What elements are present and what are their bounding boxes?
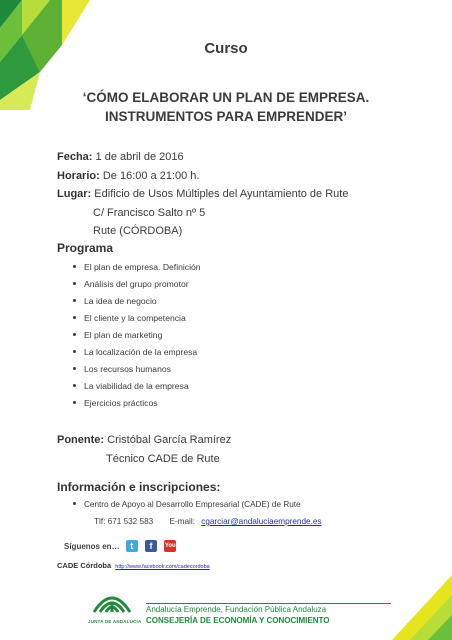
bullet-icon — [73, 316, 76, 319]
junta-emblem-icon — [92, 590, 132, 614]
horario-value: De 16:00 a 21:00 h. — [102, 170, 200, 182]
cade-label: CADE Córdoba — [57, 561, 112, 570]
lugar-line3: Rute (CÓRDOBA) — [93, 225, 183, 237]
bullet-icon — [73, 401, 76, 404]
programa-item: El plan de marketing — [73, 330, 162, 340]
bullet-icon — [73, 502, 76, 505]
programa-item: El cliente y la competencia — [73, 313, 186, 323]
programa-item: La localización de la empresa — [73, 347, 197, 357]
course-title-line2: INSTRUMENTOS PARA EMPRENDER’ — [104, 109, 348, 124]
facebook-link[interactable]: http://www.facebook.com/cadecordoba — [115, 564, 210, 570]
info-contact — [94, 517, 322, 526]
facebook-icon[interactable]: f — [145, 540, 157, 552]
bullet-icon — [73, 367, 76, 370]
programa-item: Análisis del grupo promotor — [73, 279, 189, 289]
bullet-icon — [73, 265, 76, 268]
programa-item: El plan de empresa. Definición — [73, 262, 201, 272]
fecha-row — [57, 151, 184, 163]
junta-logo — [88, 590, 142, 624]
programa-heading: Programa — [57, 241, 114, 255]
course-title — [0, 88, 452, 126]
info-phone: Tlf: 671 532 583 — [94, 517, 154, 526]
programa-item: Ejercicios prácticos — [73, 398, 158, 408]
bullet-icon — [73, 282, 76, 285]
bullet-icon — [73, 384, 76, 387]
footer-divider — [146, 603, 391, 604]
bullet-icon — [73, 299, 76, 302]
ponente-row — [57, 434, 231, 446]
fecha-value: 1 de abril de 2016 — [95, 151, 184, 163]
course-kind: Curso — [204, 40, 248, 57]
lugar-row — [57, 188, 348, 200]
lugar-line2: C/ Francisco Salto nº 5 — [93, 207, 206, 219]
footer-org-line2: CONSEJERÍA DE ECONOMÍA Y CONOCIMIENTO — [146, 616, 330, 625]
fecha-label: Fecha: — [57, 151, 93, 163]
ponente-label: Ponente: — [57, 434, 105, 446]
youtube-icon[interactable]: You — [164, 540, 176, 552]
twitter-icon[interactable]: t — [126, 540, 138, 552]
horario-row — [57, 170, 199, 182]
course-title-line1: ‘CÓMO ELABORAR UN PLAN DE EMPRESA. — [82, 90, 370, 105]
programa-item: La idea de negocio — [73, 296, 157, 306]
ponente-role: Técnico CADE de Rute — [106, 453, 220, 465]
bullet-icon — [73, 333, 76, 336]
info-email-link[interactable]: cgarciar@andaluciaemprende.es — [201, 517, 322, 526]
lugar-line1: Edificio de Usos Múltiples del Ayuntamiento de Rute — [94, 188, 349, 200]
info-center: Centro de Apoyo al Desarrollo Empresarial (CADE) de Rute — [73, 500, 301, 509]
bottom-right-decoration — [392, 575, 452, 640]
info-email-label: E-mail: — [169, 517, 195, 526]
follow-label: Síguenos en… — [64, 541, 120, 551]
lugar-label: Lugar: — [57, 188, 92, 200]
programa-item: La viabilidad de la empresa — [73, 381, 189, 391]
junta-caption: JUNTA DE ANDALUCIA — [88, 619, 142, 624]
social-row — [64, 540, 181, 552]
horario-label: Horario: — [57, 170, 100, 182]
info-heading: Información e inscripciones: — [57, 480, 221, 494]
cade-row — [57, 561, 210, 570]
ponente-name: Cristóbal García Ramírez — [107, 434, 232, 446]
bullet-icon — [73, 350, 76, 353]
footer-org-line1: Andalucía Emprende, Fundación Pública Andaluza — [146, 605, 327, 614]
programa-item: Los recursos humanos — [73, 364, 171, 374]
